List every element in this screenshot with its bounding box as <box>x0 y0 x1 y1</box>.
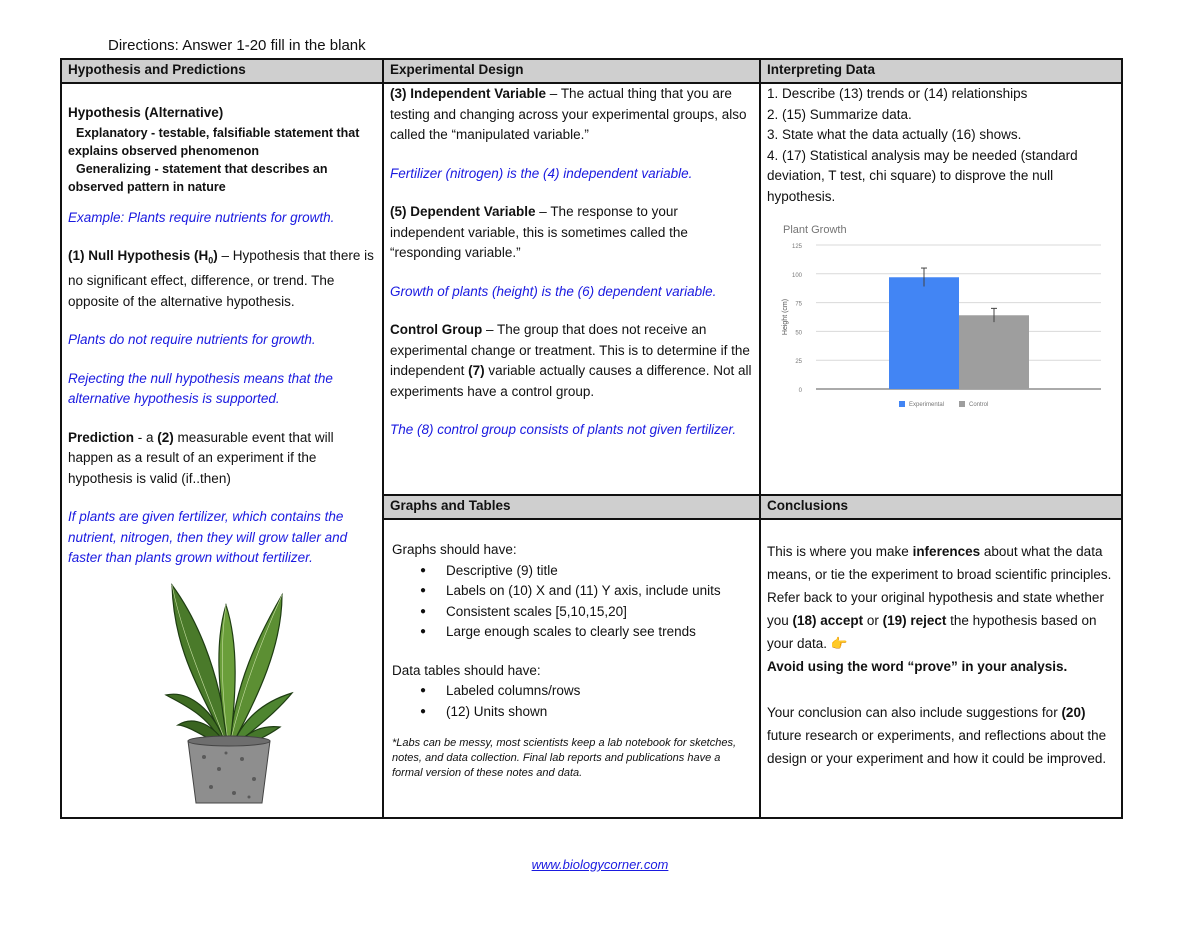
conclusion-p1 <box>767 540 1115 678</box>
null-label-end: ) <box>213 248 218 263</box>
graphs-list <box>392 561 753 643</box>
cg-example: The (8) control group consists of plants not given fertilizer. <box>390 422 737 437</box>
p1-b: about what the data means, or tie the experiment to broad scientific principles. Refer back to your original hypothesis and state whether you <box>767 544 1112 628</box>
legend-label: Experimental <box>909 402 945 408</box>
prediction-example: If plants are given fertilizer, which contains the nutrient, nitrogen, then they will grow taller and faster than plants grown without fertilizer. <box>68 509 348 566</box>
interpreting-item: 4. (17) Statistical analysis may be needed (standard deviation, T test, chi square) to disprove the null hypothesis. <box>767 147 1078 204</box>
null-hypothesis <box>68 246 376 312</box>
conclusions-cell <box>760 519 1122 818</box>
plant-illustration <box>164 575 376 818</box>
list-item: ● Consistent scales [5,10,15,20] <box>446 602 753 623</box>
interpreting-item: 2. (15) Summarize data. <box>767 106 912 122</box>
p1-reject: (19) reject <box>882 613 947 628</box>
control-group <box>390 320 753 402</box>
interpreting-item: 1. Describe (13) trends or (14) relationships <box>767 86 1028 101</box>
list-item: ● Large enough scales to clearly see trends <box>446 622 753 643</box>
lab-note: *Labs can be messy, most scientists keep a lab notebook for sketches, notes, and data collection. Final lab reports and publications have a formal version of these notes and data. <box>392 737 737 779</box>
dv-example: Growth of plants (height) is the (6) dependent variable. <box>390 283 717 299</box>
rejecting-text: Rejecting the null hypothesis means that the alternative hypothesis is supported. <box>68 370 333 407</box>
plant-growth-chart <box>771 217 1115 424</box>
directions: Directions: Answer 1-20 fill in the blank <box>108 37 366 54</box>
null-text: – Hypothesis that there is no significant effect, difference, or trend. The opposite of the alternative hypothesis. <box>68 248 374 309</box>
cg-num: (7) <box>468 363 485 378</box>
header-conclusions: Conclusions <box>760 495 1122 519</box>
null-example: Plants do not require nutrients for growth. <box>68 332 316 348</box>
y-tick-label: 100 <box>791 272 802 279</box>
interpreting-list <box>767 84 1115 207</box>
header-interpreting-data: Interpreting Data <box>760 59 1122 83</box>
y-tick-label: 50 <box>795 330 802 337</box>
graphs-intro: Graphs should have: <box>392 542 517 557</box>
example-text: Example: Plants require nutrients for growth. <box>68 209 335 225</box>
iv-label: (3) Independent Variable <box>390 86 547 101</box>
p2-b: future research or experiments, and reflections about the design or your experiment and how it could be improved. <box>767 728 1107 766</box>
header-hypothesis: Hypothesis and Predictions <box>61 59 383 83</box>
interpreting-data-cell <box>760 83 1122 495</box>
dv-text: – The response to your independent variable, this is sometimes called the “responding variable.” <box>390 204 688 260</box>
y-tick-label: 125 <box>791 244 802 250</box>
experimental-design-cell <box>383 83 760 495</box>
p1-a: This is where you make <box>767 544 913 559</box>
header-experimental-design: Experimental Design <box>383 59 760 83</box>
dv-label: (5) Dependent Variable <box>390 204 536 219</box>
bar-control <box>959 315 1029 389</box>
cg-text-a: – The group that does not receive an experimental change or treatment. This is to determine if the independent <box>390 322 750 378</box>
alt-hypothesis-title: Hypothesis (Alternative) <box>68 105 224 120</box>
prediction <box>68 428 376 490</box>
legend-swatch <box>959 401 965 407</box>
tables-intro: Data tables should have: <box>392 662 541 678</box>
header-graphs-tables: Graphs and Tables <box>383 495 760 519</box>
explanatory-def: Explanatory - testable, falsifiable statement that explains observed phenomenon <box>68 125 360 158</box>
iv-example: Fertilizer (nitrogen) is the (4) independent variable. <box>390 165 693 181</box>
worksheet-table <box>60 58 1123 819</box>
p1-accept: (18) accept <box>792 613 864 628</box>
y-axis-label: Height (cm) <box>782 298 789 336</box>
chart-svg <box>771 217 1111 417</box>
graphs-tables-cell <box>383 519 760 818</box>
legend-swatch <box>899 401 905 407</box>
cg-text-b: variable actually causes a difference. Not all experiments have a control group. <box>390 363 752 399</box>
prediction-text-b: measurable event that will happen as a result of an experiment if the hypothesis is valid (if..then) <box>68 429 334 486</box>
conclusion-p2 <box>767 701 1115 770</box>
null-sub: 0 <box>208 255 214 266</box>
independent-variable <box>390 84 753 146</box>
list-item: ● (12) Units shown <box>446 702 753 723</box>
prediction-label: Prediction <box>68 429 135 445</box>
footer-link[interactable]: www.biologycorner.com <box>531 857 669 872</box>
list-item: ● Labeled columns/rows <box>446 681 753 702</box>
footer <box>0 857 1200 872</box>
bar-experimental <box>889 277 959 389</box>
p1-d: the hypothesis based on your data. <box>767 613 1097 651</box>
chart-title: Plant Growth <box>783 224 847 236</box>
iv-text: – The actual thing that you are testing and changing across your experimental groups, also called the “manipulated variable.” <box>390 86 747 142</box>
null-label: (1) Null Hypothesis (H <box>68 248 209 263</box>
y-tick-label: 25 <box>795 359 802 366</box>
generalizing-def: Generalizing - statement that describes an observed pattern in nature <box>68 161 328 194</box>
p1-bold: inferences <box>912 544 981 559</box>
y-tick-label: 75 <box>795 301 802 308</box>
p2-a: Your conclusion can also include suggestions for <box>767 705 1062 720</box>
list-item: ● Labels on (10) X and (11) Y axis, include units <box>446 581 753 602</box>
interpreting-item: 3. State what the data actually (16) shows. <box>767 127 1022 142</box>
p1-avoid: Avoid using the word “prove” in your analysis. <box>767 659 1068 674</box>
prediction-text-a: - a <box>134 429 158 445</box>
pointing-hand-icon: 👉 <box>830 636 848 651</box>
list-item: ● Descriptive (9) title <box>446 561 753 582</box>
y-tick-label: 0 <box>798 388 802 394</box>
plant-icon <box>164 575 294 811</box>
p1-c: or <box>863 613 883 628</box>
tables-list <box>392 681 753 722</box>
p2-num: (20) <box>1061 705 1086 720</box>
hypothesis-cell <box>61 83 383 818</box>
cg-label: Control Group <box>390 322 483 337</box>
prediction-num: (2) <box>157 429 174 445</box>
legend-label: Control <box>969 402 989 408</box>
dependent-variable <box>390 202 753 264</box>
